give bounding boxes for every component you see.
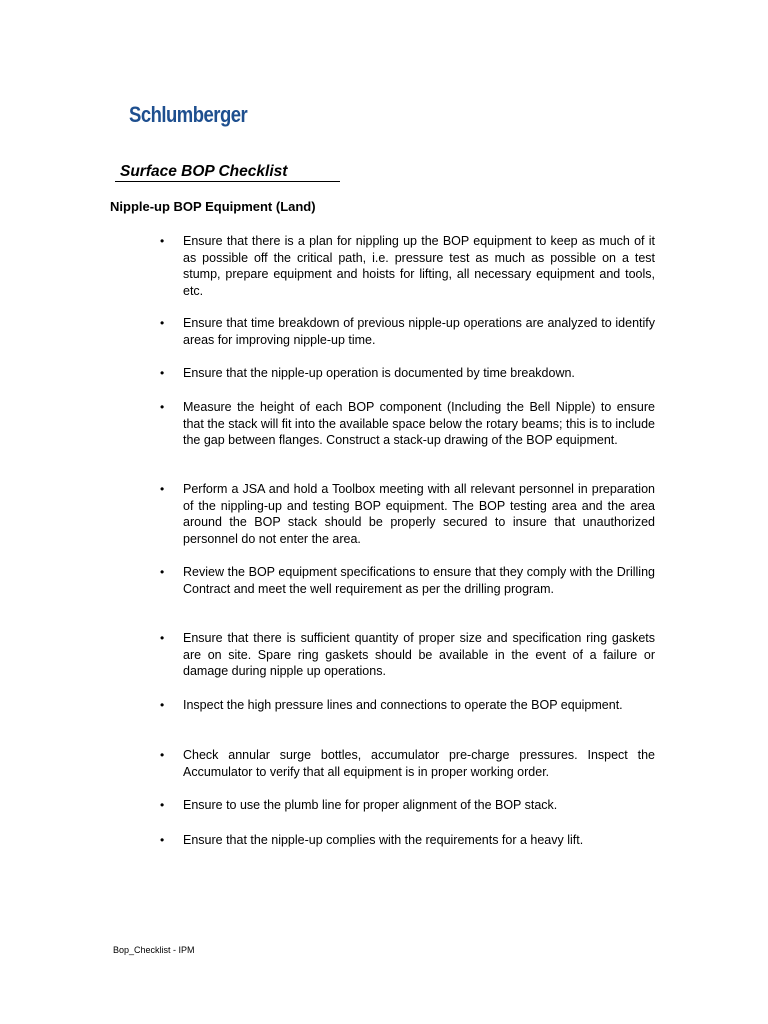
bullet-icon: • xyxy=(160,366,165,380)
bullet-icon: • xyxy=(160,833,165,847)
schlumberger-logo: Schlumberger xyxy=(129,102,248,127)
checklist-item-text: Ensure that time breakdown of previous nipple-up operations are analyzed to identify areas for improving nipple-up time. xyxy=(183,316,655,347)
checklist-item-text: Measure the height of each BOP component (Including the Bell Nipple) to ensure that the stack will fit into the available space below the rotary beams; this is to include the gap between flanges. Construct a stack-up drawing of the BOP equipment. xyxy=(183,400,655,448)
bullet-icon: • xyxy=(160,316,165,330)
section-heading: Nipple-up BOP Equipment (Land) xyxy=(110,199,316,214)
checklist-item-text: Ensure that the nipple-up complies with the requirements for a heavy lift. xyxy=(183,833,584,847)
document-title: Surface BOP Checklist xyxy=(115,162,340,182)
bullet-icon: • xyxy=(160,482,165,496)
checklist-item xyxy=(160,797,655,814)
checklist-item-text: Check annular surge bottles, accumulator pre-charge pressures. Inspect the Accumulator to verify that all equipment is in proper working order. xyxy=(183,748,655,779)
bullet-icon: • xyxy=(160,234,165,248)
checklist-item-text: Ensure to use the plumb line for proper alignment of the BOP stack. xyxy=(183,798,558,812)
checklist-item xyxy=(160,365,655,382)
checklist-item-text: Inspect the high pressure lines and connections to operate the BOP equipment. xyxy=(183,698,623,712)
checklist-item-text: Perform a JSA and hold a Toolbox meeting with all relevant personnel in preparation of the nippling-up and testing BOP equipment. The BOP testing area and the area around the BOP stack should be properly secured to insure that unauthorized personnel do not enter the area. xyxy=(183,482,655,546)
checklist-item xyxy=(160,481,655,547)
checklist-item xyxy=(160,697,655,714)
checklist-item xyxy=(160,832,655,849)
checklist-item xyxy=(160,564,655,597)
bullet-icon: • xyxy=(160,748,165,762)
checklist-item xyxy=(160,233,655,299)
checklist-item-text: Ensure that the nipple-up operation is documented by time breakdown. xyxy=(183,366,575,380)
bullet-icon: • xyxy=(160,698,165,712)
checklist-item-text: Ensure that there is a plan for nippling up the BOP equipment to keep as much of it as possible off the critical path, i.e. pressure test as much as possible on a test stump, prepare equipment and hoists for lifting, all necessary equipment and tools, etc. xyxy=(183,234,655,298)
checklist-item xyxy=(160,315,655,348)
bullet-icon: • xyxy=(160,400,165,414)
bullet-icon: • xyxy=(160,631,165,645)
page-footer: Bop_Checklist - IPM xyxy=(113,945,195,955)
checklist-item xyxy=(160,630,655,680)
bullet-icon: • xyxy=(160,798,165,812)
checklist-item-text: Review the BOP equipment specifications to ensure that they comply with the Drilling Contract and meet the well requirement as per the drilling program. xyxy=(183,565,655,596)
checklist-item-text: Ensure that there is sufficient quantity of proper size and specification ring gaskets are on site. Spare ring gaskets should be available in the event of a failure or damage during nipple up operations. xyxy=(183,631,655,679)
checklist-item xyxy=(160,399,655,449)
bullet-icon: • xyxy=(160,565,165,579)
checklist-item xyxy=(160,747,655,780)
